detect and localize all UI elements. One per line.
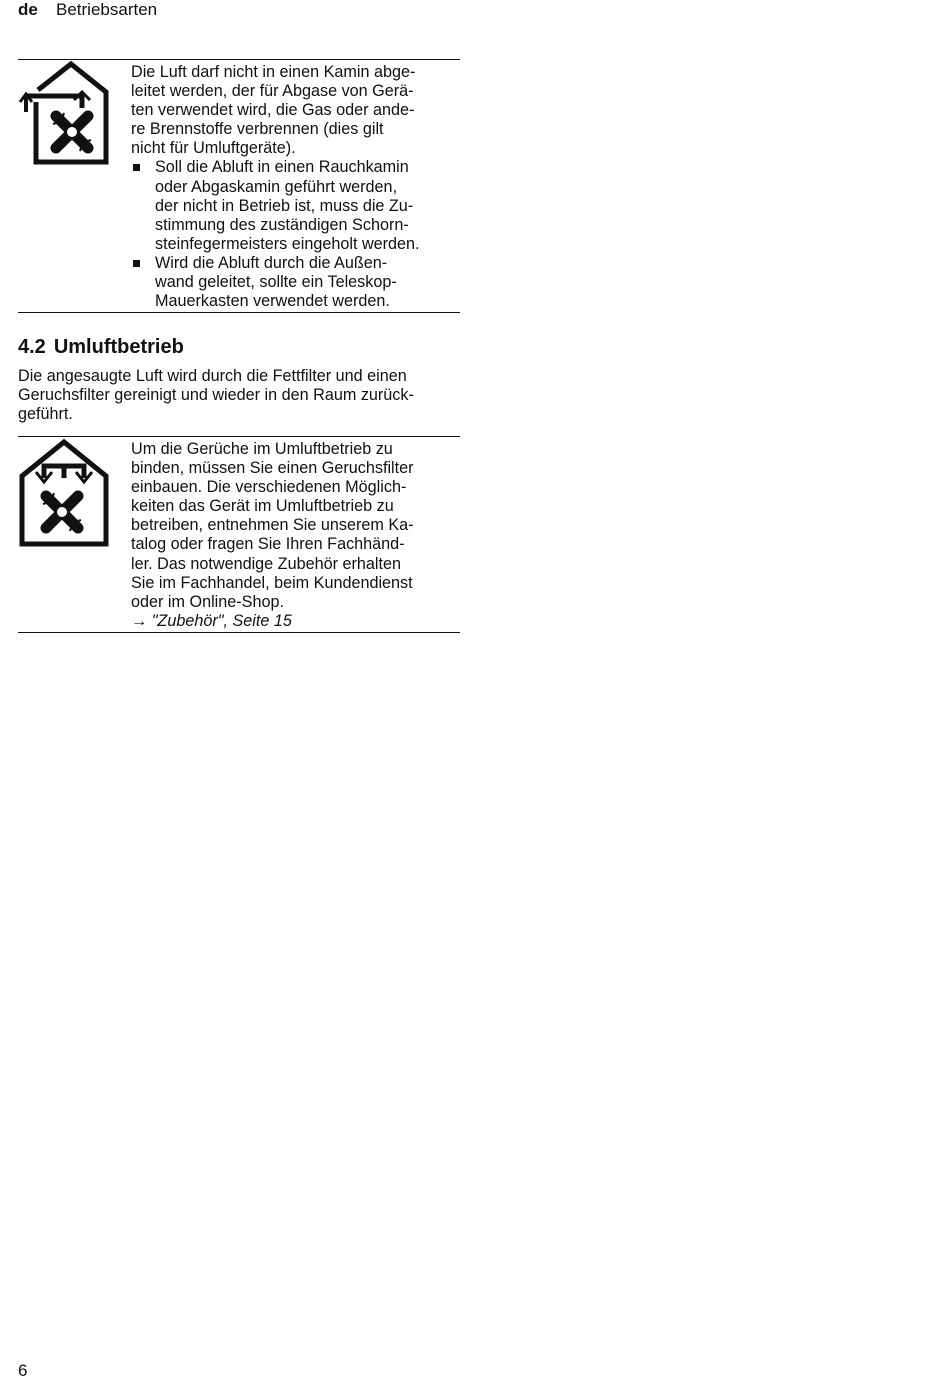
text-line: oder im Online-Shop.	[131, 592, 284, 611]
section-intro	[18, 367, 460, 424]
notice-bottom-rule	[18, 632, 460, 633]
text-line: Mauerkasten verwendet werden.	[155, 292, 390, 311]
section-title: Umluftbetrieb	[53, 336, 184, 358]
text-line: geführt.	[18, 405, 73, 424]
exhaust-air-house-icon	[18, 60, 110, 166]
list-item	[131, 254, 456, 311]
notice-top-rule	[18, 436, 460, 437]
bullet-square-icon	[133, 164, 140, 171]
text-line: steinfegermeisters eingeholt werden.	[155, 234, 420, 253]
section-heading	[18, 335, 184, 359]
text-line: Die angesaugte Luft wird durch die Fettfilter und einen	[18, 367, 407, 385]
recirculation-air-house-icon	[18, 438, 110, 548]
text-line: Die Luft darf nicht in einen Kamin abge-	[131, 63, 416, 81]
text-line: binden, müssen Sie einen Geruchsfilter	[131, 459, 414, 478]
text-line: stimmung des zuständigen Schorn-	[155, 215, 409, 234]
chapter-title: Betriebsarten	[56, 0, 158, 19]
bullet-square-icon	[133, 260, 140, 267]
text-line: oder Abgaskamin geführt werden,	[155, 177, 398, 196]
text-line: leitet werden, der für Abgase von Gerä-	[131, 82, 414, 101]
text-line: talog oder fragen Sie Ihren Fachhänd-	[131, 535, 405, 554]
language-code: de	[18, 0, 38, 19]
text-line: wand geleitet, sollte ein Teleskop-	[155, 273, 397, 292]
text-line: Geruchsfilter gereinigt und wieder in den Raum zurück-	[18, 386, 414, 405]
notice-recirculation-body	[131, 440, 456, 631]
notice-exhaust-lead	[131, 63, 456, 158]
text-line: nicht für Umluftgeräte).	[131, 139, 296, 158]
section-number: 4.2	[18, 336, 46, 358]
page-header	[18, 0, 157, 22]
text-line: betreiben, entnehmen Sie unserem Ka-	[131, 516, 414, 535]
page-number: 6	[18, 1361, 28, 1380]
xref-link[interactable]: "Zubehör", Seite 15	[151, 611, 292, 630]
text-line: Um die Gerüche im Umluftbetrieb zu	[131, 440, 393, 458]
list-item	[131, 158, 456, 253]
notice-bottom-rule	[18, 312, 460, 313]
notice-recirculation-text	[131, 440, 456, 631]
text-line: Sie im Fachhandel, beim Kundendienst	[131, 573, 413, 592]
text-line: Soll die Abluft in einen Rauchkamin	[155, 158, 409, 177]
text-line: ten verwendet wird, die Gas oder ande-	[131, 101, 415, 120]
text-line: keiten das Gerät im Umluftbetrieb zu	[131, 497, 394, 516]
text-line: der nicht in Betrieb ist, muss die Zu-	[155, 196, 414, 215]
xref-arrow-icon: →	[131, 611, 148, 630]
notice-exhaust-text	[131, 63, 456, 311]
text-line: re Brennstoffe verbrennen (dies gilt	[131, 120, 384, 139]
text-line: ler. Das notwendige Zubehör erhalten	[131, 554, 401, 573]
text-line: Wird die Abluft durch die Außen-	[155, 253, 388, 272]
text-line: einbauen. Die verschiedenen Möglich-	[131, 478, 407, 497]
notice-exhaust-bullets	[131, 158, 456, 311]
